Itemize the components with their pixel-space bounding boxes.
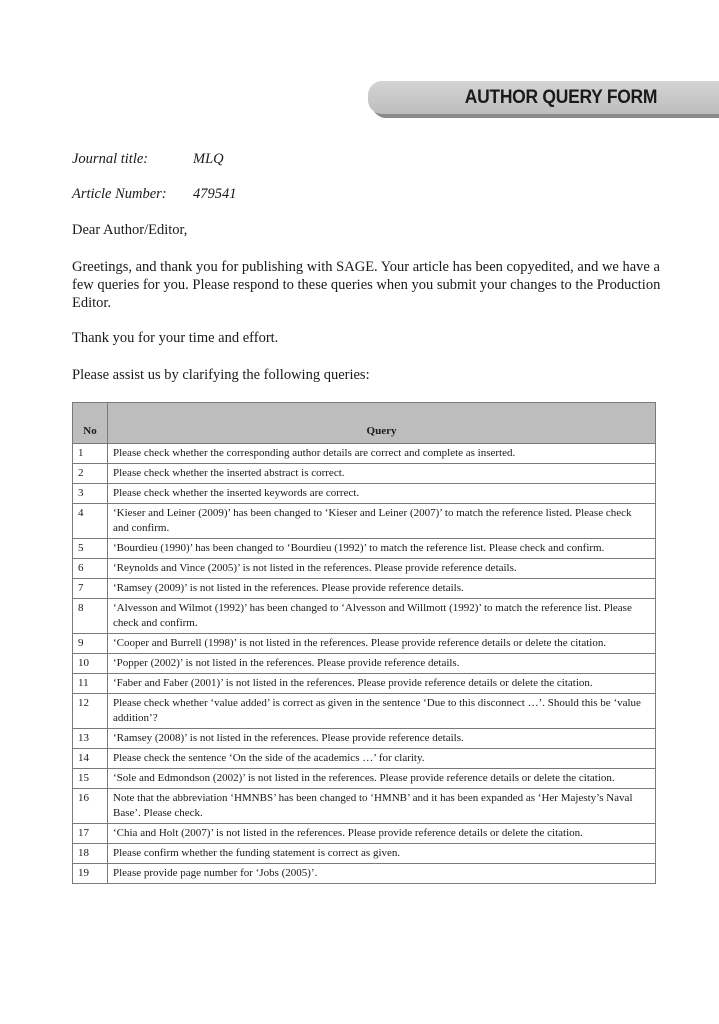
table-row — [73, 599, 656, 634]
table-row — [73, 749, 656, 769]
journal-title-row — [72, 150, 224, 168]
table-row — [73, 559, 656, 579]
query-number: 5 — [73, 539, 108, 559]
greeting-paragraph: Greetings, and thank you for publishing with SAGE. Your article has been copyedited, and we have a few queries for you. Please respond to these queries when you submit your changes to the Production Editor. — [72, 259, 661, 311]
query-number: 12 — [73, 694, 108, 729]
query-number: 11 — [73, 674, 108, 694]
thanks-paragraph: Thank you for your time and effort. — [72, 330, 279, 346]
table-row — [73, 579, 656, 599]
query-number: 15 — [73, 769, 108, 789]
query-text: Please check whether ‘value added’ is correct as given in the sentence ‘Due to this disconnect …’. Should this be ‘value addition’? — [108, 694, 656, 729]
query-number: 6 — [73, 559, 108, 579]
query-text: Please check whether the inserted abstract is correct. — [108, 464, 656, 484]
query-table — [72, 402, 656, 884]
query-number: 16 — [73, 789, 108, 824]
query-number: 9 — [73, 634, 108, 654]
query-table-header — [73, 403, 656, 444]
query-text: ‘Ramsey (2009)’ is not listed in the references. Please provide reference details. — [108, 579, 656, 599]
query-number: 8 — [73, 599, 108, 634]
form-title-banner — [368, 81, 719, 117]
table-row — [73, 844, 656, 864]
query-number: 7 — [73, 579, 108, 599]
assist-paragraph: Please assist us by clarifying the following queries: — [72, 367, 370, 383]
salutation: Dear Author/Editor, — [72, 222, 188, 238]
query-text: Note that the abbreviation ‘HMNBS’ has been changed to ‘HMNB’ and it has been expanded as ‘Her Majesty’s Naval Base’. Please check. — [108, 789, 656, 824]
table-row — [73, 694, 656, 729]
table-row — [73, 444, 656, 464]
query-text: ‘Chia and Holt (2007)’ is not listed in the references. Please provide reference details or delete the citation. — [108, 824, 656, 844]
query-text: Please check whether the corresponding author details are correct and complete as inserted. — [108, 444, 656, 464]
table-row — [73, 729, 656, 749]
query-text: Please confirm whether the funding statement is correct as given. — [108, 844, 656, 864]
query-text: ‘Ramsey (2008)’ is not listed in the references. Please provide reference details. — [108, 729, 656, 749]
table-row — [73, 769, 656, 789]
table-row — [73, 464, 656, 484]
banner-tab — [368, 81, 719, 114]
header-query: Query — [108, 403, 656, 444]
query-text: ‘Cooper and Burrell (1998)’ is not listed in the references. Please provide reference details or delete the citation. — [108, 634, 656, 654]
table-row — [73, 864, 656, 884]
table-row — [73, 484, 656, 504]
table-row — [73, 674, 656, 694]
query-number: 1 — [73, 444, 108, 464]
query-text: Please check whether the inserted keywords are correct. — [108, 484, 656, 504]
table-row — [73, 654, 656, 674]
header-no: No — [73, 403, 108, 444]
query-number: 19 — [73, 864, 108, 884]
query-text: Please check the sentence ‘On the side of the academics …’ for clarity. — [108, 749, 656, 769]
table-row — [73, 824, 656, 844]
query-text: ‘Sole and Edmondson (2002)’ is not listed in the references. Please provide reference details or delete the citation. — [108, 769, 656, 789]
article-number-value: 479541 — [193, 186, 237, 202]
query-text: ‘Reynolds and Vince (2005)’ is not listed in the references. Please provide reference details. — [108, 559, 656, 579]
query-number: 2 — [73, 464, 108, 484]
table-row — [73, 634, 656, 654]
query-number: 3 — [73, 484, 108, 504]
query-text: ‘Bourdieu (1990)’ has been changed to ‘Bourdieu (1992)’ to match the reference list. Please check and confirm. — [108, 539, 656, 559]
query-text: ‘Popper (2002)’ is not listed in the references. Please provide reference details. — [108, 654, 656, 674]
article-number-label: Article Number: — [72, 186, 167, 202]
query-text: ‘Kieser and Leiner (2009)’ has been changed to ‘Kieser and Leiner (2007)’ to match the reference listed. Please check and confirm. — [108, 504, 656, 539]
query-number: 13 — [73, 729, 108, 749]
query-number: 17 — [73, 824, 108, 844]
query-number: 14 — [73, 749, 108, 769]
article-number-row — [72, 185, 237, 203]
query-text: Please provide page number for ‘Jobs (2005)’. — [108, 864, 656, 884]
query-number: 4 — [73, 504, 108, 539]
form-title: AUTHOR QUERY FORM — [464, 87, 657, 108]
table-row — [73, 504, 656, 539]
query-text: ‘Faber and Faber (2001)’ is not listed in the references. Please provide reference details or delete the citation. — [108, 674, 656, 694]
table-row — [73, 539, 656, 559]
journal-title-value: MLQ — [193, 151, 224, 167]
query-text: ‘Alvesson and Wilmot (1992)’ has been changed to ‘Alvesson and Willmott (1992)’ to match the reference list. Please check and confirm. — [108, 599, 656, 634]
table-row — [73, 789, 656, 824]
query-number: 10 — [73, 654, 108, 674]
query-number: 18 — [73, 844, 108, 864]
journal-title-label: Journal title: — [72, 151, 149, 167]
query-table-body — [73, 444, 656, 884]
